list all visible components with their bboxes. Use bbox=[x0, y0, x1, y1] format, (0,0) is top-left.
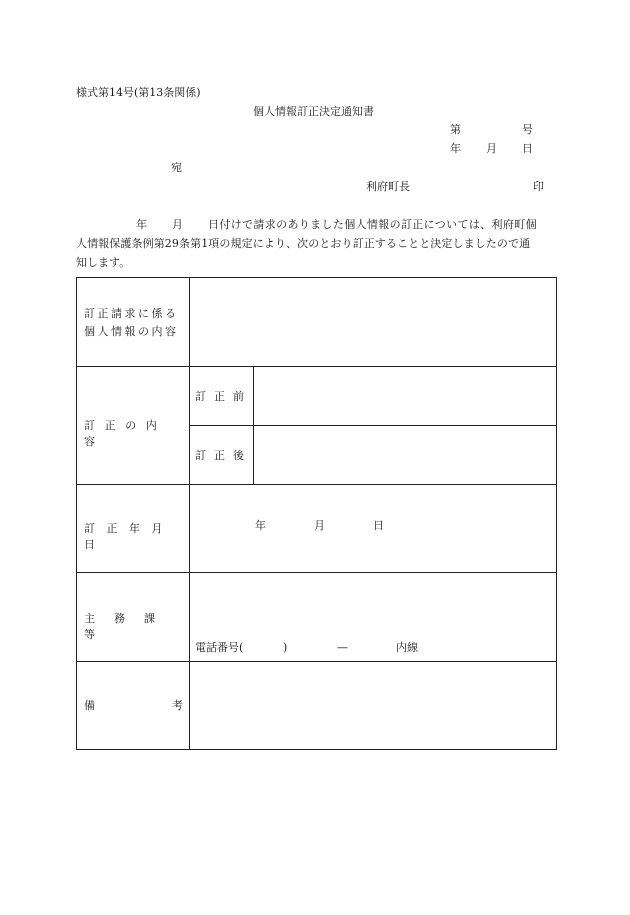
doc-number-prefix: 第 bbox=[450, 123, 461, 136]
row5-label-right: 考 bbox=[172, 699, 183, 712]
document-title: 個人情報訂正決定通知書 bbox=[253, 105, 374, 118]
row4-phone-close: ) bbox=[283, 641, 288, 654]
date-day: 日 bbox=[522, 142, 533, 155]
doc-number-suffix: 号 bbox=[522, 123, 533, 136]
row-divider-3 bbox=[77, 572, 556, 573]
subrow-divider bbox=[189, 425, 556, 426]
row4-label: 主務課等 bbox=[84, 612, 174, 641]
row3-label: 訂正年月日 bbox=[84, 522, 174, 551]
row1-label-line2: 個人情報の内容 bbox=[84, 325, 179, 338]
row-divider-2 bbox=[77, 484, 556, 485]
row1-label-line1 bbox=[84, 306, 183, 322]
body-line1-month: 月 bbox=[172, 218, 183, 231]
row1-label-line1-text: 訂正請求に係る bbox=[84, 307, 179, 320]
body-line3: 知します。 bbox=[76, 256, 131, 269]
issuer-name: 利府町長 bbox=[366, 180, 410, 193]
row-divider-4 bbox=[77, 661, 556, 662]
correction-table bbox=[76, 277, 557, 750]
row3-day: 日 bbox=[373, 519, 384, 532]
date-year: 年 bbox=[450, 142, 461, 155]
row3-year: 年 bbox=[255, 519, 266, 532]
body-line1-text: 日付けで請求のありました個人情報の訂正については、利府町個 bbox=[208, 218, 537, 231]
date-month: 月 bbox=[486, 142, 497, 155]
addressee-suffix: 宛 bbox=[171, 161, 182, 174]
row4-extension: 内線 bbox=[396, 641, 418, 654]
row5-label-left: 備 bbox=[84, 699, 95, 712]
form-number: 様式第14号(第13条関係) bbox=[76, 86, 201, 99]
subcolumn-divider bbox=[253, 366, 254, 484]
row2-before-label: 訂正前 bbox=[195, 390, 252, 403]
row2-after-label: 訂正後 bbox=[195, 449, 252, 462]
row2-label: 訂正の内容 bbox=[84, 419, 167, 448]
seal-mark: 印 bbox=[533, 180, 544, 193]
table-label-divider bbox=[189, 278, 190, 749]
row4-phone-label: 電話番号( bbox=[195, 641, 244, 654]
row4-dash: — bbox=[337, 641, 348, 654]
row-divider-1 bbox=[77, 366, 556, 367]
body-line1-year: 年 bbox=[136, 218, 147, 231]
row3-month: 月 bbox=[314, 519, 325, 532]
body-line2: 人情報保護条例第29条第1項の規定により、次のとおり訂正することと決定しましたので通 bbox=[76, 237, 531, 250]
